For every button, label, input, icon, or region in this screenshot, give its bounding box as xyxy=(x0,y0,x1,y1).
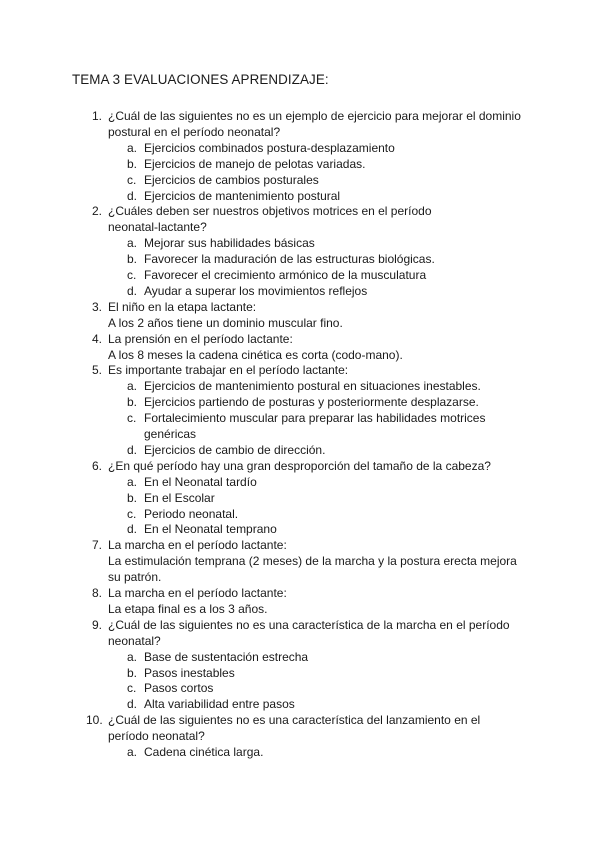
option-text: Ayudar a superar los movimientos reflejos xyxy=(144,284,368,298)
page-title: TEMA 3 EVALUACIONES APRENDIZAJE: xyxy=(72,72,329,87)
option-letter: a. xyxy=(127,475,138,489)
option-text: Alta variabilidad entre pasos xyxy=(144,697,295,711)
option-text: Ejercicios combinados postura-desplazamiento xyxy=(144,141,395,155)
question-text: ¿Cuál de las siguientes no es un ejemplo de ejercicio para mejorar el dominio xyxy=(108,109,521,123)
question-text: ¿Cuáles deben ser nuestros objetivos motrices en el período xyxy=(108,204,432,218)
question-text: La marcha en el período lactante: xyxy=(108,538,287,552)
question-number: 1. xyxy=(92,109,103,123)
question-text-continuation: neonatal? xyxy=(108,634,161,648)
option-letter: a. xyxy=(127,141,138,155)
question-number: 3. xyxy=(92,300,103,314)
option-text: Ejercicios de cambio de dirección. xyxy=(144,443,326,457)
option-text: Ejercicios partiendo de posturas y posteriormente desplazarse. xyxy=(144,395,479,409)
question-text-continuation: su patrón. xyxy=(108,570,162,584)
question-text-continuation: neonatal-lactante? xyxy=(108,220,207,234)
question-text: ¿Cuál de las siguientes no es una característica de la marcha en el período xyxy=(108,618,510,632)
option-text: Cadena cinética larga. xyxy=(144,745,264,759)
option-letter: c. xyxy=(127,411,137,425)
option-text: Ejercicios de mantenimiento postural en situaciones inestables. xyxy=(144,379,481,393)
question-number: 8. xyxy=(92,586,103,600)
question-text: ¿Cuál de las siguientes no es una característica del lanzamiento en el xyxy=(108,713,481,727)
option-text: Ejercicios de cambios posturales xyxy=(144,173,319,187)
option-letter: b. xyxy=(127,666,138,680)
option-text: Mejorar sus habilidades básicas xyxy=(144,236,315,250)
option-text: Pasos cortos xyxy=(144,681,214,695)
option-letter: d. xyxy=(127,522,138,536)
question-number: 4. xyxy=(92,332,103,346)
question-text: Es importante trabajar en el período lactante: xyxy=(108,363,349,377)
question-text-continuation: La estimulación temprana (2 meses) de la marcha y la postura erecta mejora xyxy=(108,554,517,568)
option-letter: d. xyxy=(127,697,138,711)
option-letter: b. xyxy=(127,395,138,409)
question-text: La prensión en el período lactante: xyxy=(108,332,293,346)
option-letter: c. xyxy=(127,268,137,282)
option-letter: c. xyxy=(127,173,137,187)
option-text: En el Neonatal temprano xyxy=(144,522,277,536)
option-letter: d. xyxy=(127,189,138,203)
question-number: 5. xyxy=(92,363,103,377)
question-text-continuation: período neonatal? xyxy=(108,729,205,743)
option-text: Base de sustentación estrecha xyxy=(144,650,309,664)
option-letter: c. xyxy=(127,507,137,521)
option-letter: d. xyxy=(127,443,138,457)
question-number: 10. xyxy=(86,713,103,727)
question-text-continuation: A los 8 meses la cadena cinética es corta (codo-mano). xyxy=(108,348,403,362)
question-number: 2. xyxy=(92,204,103,218)
option-letter: d. xyxy=(127,284,138,298)
option-letter: a. xyxy=(127,745,138,759)
option-text: Ejercicios de mantenimiento postural xyxy=(144,189,341,203)
question-number: 7. xyxy=(92,538,103,552)
option-letter: b. xyxy=(127,491,138,505)
question-text-continuation: A los 2 años tiene un dominio muscular fino. xyxy=(108,316,343,330)
option-text: Fortalecimiento muscular para preparar las habilidades motrices xyxy=(144,411,486,425)
option-text: Favorecer el crecimiento armónico de la musculatura xyxy=(144,268,427,282)
question-number: 9. xyxy=(92,618,103,632)
option-letter: a. xyxy=(127,379,138,393)
option-letter: c. xyxy=(127,681,137,695)
option-letter: b. xyxy=(127,252,138,266)
option-letter: a. xyxy=(127,236,138,250)
option-letter: b. xyxy=(127,157,138,171)
question-text: El niño en la etapa lactante: xyxy=(108,300,257,314)
question-number: 6. xyxy=(92,459,103,473)
option-text: Ejercicios de manejo de pelotas variadas. xyxy=(144,157,366,171)
option-text: En el Escolar xyxy=(144,491,215,505)
question-text: La marcha en el período lactante: xyxy=(108,586,287,600)
option-text: Pasos inestables xyxy=(144,666,235,680)
option-letter: a. xyxy=(127,650,138,664)
option-text: Favorecer la maduración de las estructuras biológicas. xyxy=(144,252,435,266)
option-text: En el Neonatal tardío xyxy=(144,475,257,489)
question-text-continuation: postural en el período neonatal? xyxy=(108,125,281,139)
option-text: Periodo neonatal. xyxy=(144,507,239,521)
option-text-continuation: genéricas xyxy=(144,427,197,441)
question-text: ¿En qué período hay una gran desproporción del tamaño de la cabeza? xyxy=(108,459,491,473)
question-text-continuation: La etapa final es a los 3 años. xyxy=(108,602,268,616)
